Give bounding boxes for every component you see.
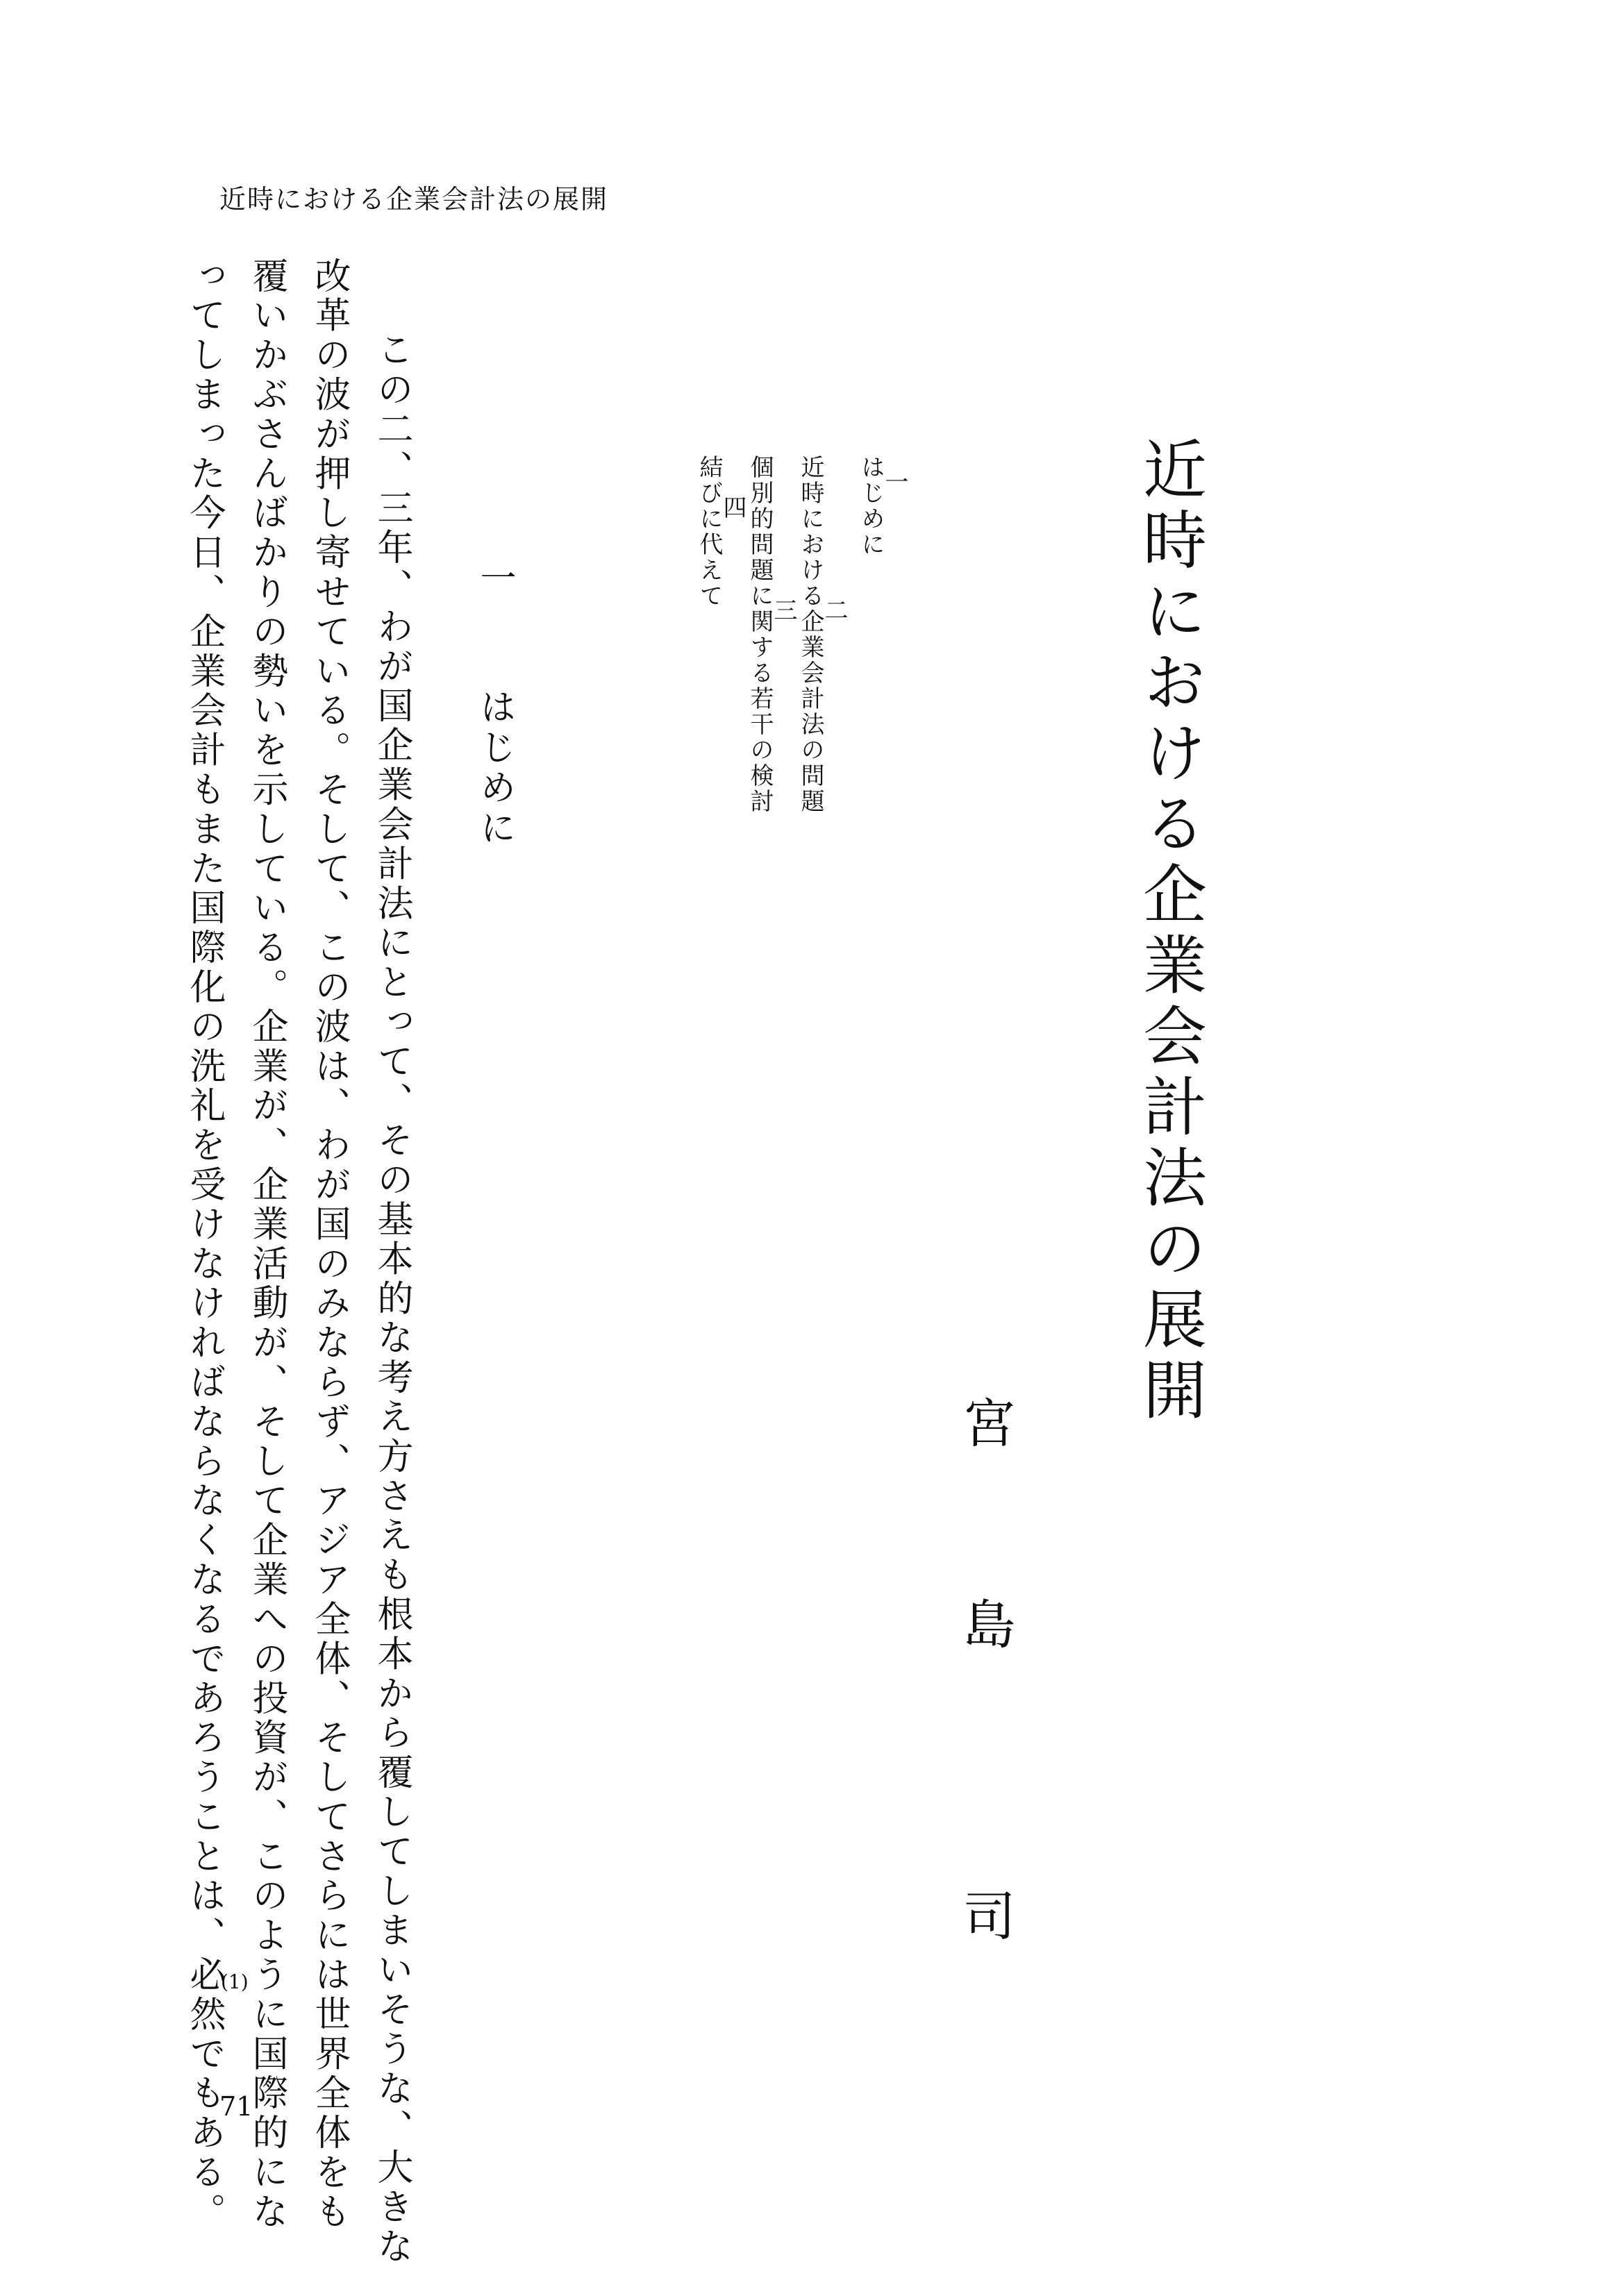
article-title: 近時における企業会計法の展開 bbox=[1133, 436, 1207, 1427]
toc-item-2 bbox=[799, 406, 846, 814]
toc-number: 三 bbox=[769, 597, 797, 623]
toc-item-1 bbox=[859, 406, 906, 558]
body-line-4: ってしまった今日、企業会計もまた国際化の洗礼を受けなければならなくなるであろうことは、必然でもある。 bbox=[183, 257, 225, 2232]
body-line-2: 改革の波が押し寄せている。そして、この波は、わが国のみならず、アジア全体、そしてさらには世界全体をも bbox=[308, 257, 350, 2232]
toc-item-3 bbox=[748, 406, 795, 814]
section-label: はじめに bbox=[474, 688, 515, 849]
toc-number: 二 bbox=[820, 597, 848, 623]
body-line-3: 覆いかぶさんばかりの勢いを示している。企業が、企業活動が、そして企業への投資が、このように国際的にな bbox=[246, 257, 287, 2232]
running-header: 近時における企業会計法の展開 bbox=[219, 184, 609, 215]
section-number: 一 bbox=[474, 559, 515, 599]
toc-number: 一 bbox=[881, 469, 908, 495]
toc-label: はじめに bbox=[857, 455, 885, 558]
toc-label: 近時における企業会計法の問題 bbox=[797, 455, 824, 814]
author-name-char-2: 島 bbox=[954, 1597, 1016, 1650]
body-line-1: この二、三年、わが国企業会計法にとって、その基本的な考え方さえも根本から覆してしまいそうな、大きな bbox=[371, 292, 412, 2267]
author-name-char-1: 宮 bbox=[954, 1396, 1016, 1448]
author-name-char-3: 司 bbox=[954, 1888, 1016, 1941]
section-heading bbox=[474, 559, 515, 849]
toc-label: 結びに代えて bbox=[695, 455, 723, 609]
toc-number: 四 bbox=[719, 494, 747, 521]
toc-item-4 bbox=[695, 406, 747, 609]
page-number: 71 bbox=[219, 2091, 253, 2122]
footnote-reference: (1) bbox=[221, 1970, 249, 1993]
toc-label: 個別的問題に関する若干の検討 bbox=[746, 455, 774, 814]
